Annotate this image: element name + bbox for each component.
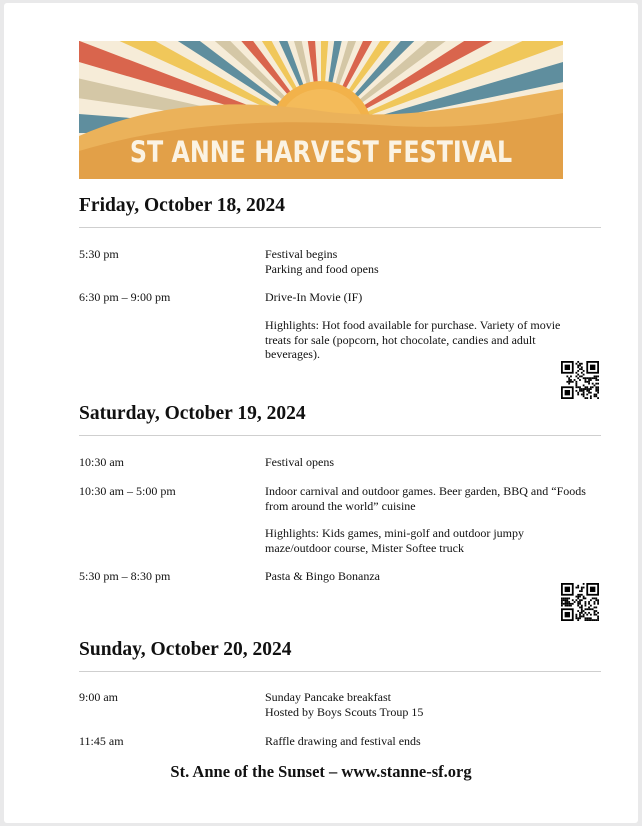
event-line: maze/outdoor course, Mister Softee truck [265, 540, 464, 555]
event-time: 9:00 am [79, 690, 118, 704]
event-description [265, 734, 595, 749]
day-title-sunday: Sunday, October 20, 2024 [79, 639, 292, 660]
event-line: beverages). [265, 347, 320, 361]
event-time: 10:30 am [79, 455, 124, 469]
divider [79, 435, 601, 436]
event-line: Raffle drawing and festival ends [265, 734, 421, 748]
event-description [265, 690, 595, 719]
qr-code-icon[interactable] [561, 583, 599, 621]
divider [79, 227, 601, 228]
event-highlights [265, 526, 595, 555]
flyer-page [4, 3, 638, 823]
event-time: 5:30 pm – 8:30 pm [79, 569, 171, 583]
event-time: 6:30 pm – 9:00 pm [79, 290, 171, 304]
day-title-friday: Friday, October 18, 2024 [79, 195, 285, 216]
qr-code-icon[interactable] [561, 361, 599, 399]
event-time: 5:30 pm [79, 247, 119, 261]
event-highlights [265, 318, 595, 362]
event-line: Hosted by Boys Scouts Troup 15 [265, 704, 424, 719]
event-line: Pasta & Bingo Bonanza [265, 569, 380, 583]
event-description [265, 290, 595, 305]
event-time: 11:45 am [79, 734, 124, 748]
event-time: 10:30 am – 5:00 pm [79, 484, 176, 498]
event-line: Drive-In Movie (IF) [265, 290, 363, 304]
event-description [265, 247, 595, 276]
event-line: Festival opens [265, 455, 334, 469]
event-line: from around the world” cuisine [265, 498, 416, 513]
day-title-saturday: Saturday, October 19, 2024 [79, 403, 306, 424]
event-line: treats for sale (popcorn, hot chocolate, candies and adult [265, 332, 536, 347]
event-line: Sunday Pancake breakfast [265, 690, 391, 704]
event-line: Festival begins [265, 247, 338, 261]
footer-contact: St. Anne of the Sunset – www.stanne-sf.org [170, 762, 472, 781]
event-line: Highlights: Kids games, mini-golf and outdoor jumpy [265, 526, 524, 540]
event-line: Parking and food opens [265, 261, 379, 276]
event-description [265, 484, 595, 513]
event-line: Highlights: Hot food available for purchase. Variety of movie [265, 318, 561, 332]
banner-title: ST ANNE HARVEST FESTIVAL [129, 135, 513, 169]
festival-banner [79, 41, 563, 179]
event-description [265, 569, 595, 584]
divider [79, 671, 601, 672]
event-description [265, 455, 595, 470]
event-line: Indoor carnival and outdoor games. Beer garden, BBQ and “Foods [265, 484, 586, 498]
